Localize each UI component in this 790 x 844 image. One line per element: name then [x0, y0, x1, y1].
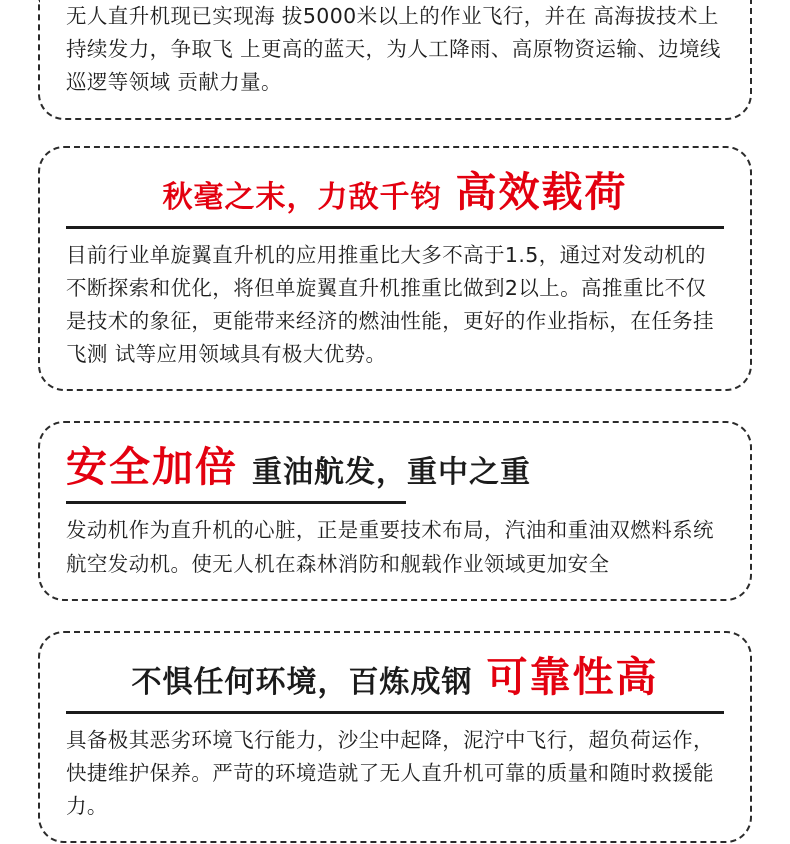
feature-body-safety: 发动机作为直升机的心脏，正是重要技术布局，汽油和重油双燃料系统航空发动机。使无人机在森林消防和舰载作业领域更加安全	[66, 518, 714, 576]
feature-card-safety	[38, 421, 752, 600]
feature-title-reliability: 可靠性高	[486, 652, 659, 701]
feature-card-reliability	[38, 631, 752, 844]
divider-safety	[66, 501, 406, 504]
feature-body-payload: 目前行业单旋翼直升机的应用推重比大多不高于1.5，通过对发动机的不断探索和优化，将但单旋翼直升机推重比做到2以上。高推重比不仅是技术的象征，更能带来经济的燃油性能，更好的作业指标，在任务挂飞测 试等应用领域具有极大优势。	[66, 242, 714, 367]
card-spacer	[38, 120, 752, 146]
card-spacer	[38, 601, 752, 631]
feature-title-safety: 安全加倍	[66, 443, 238, 492]
feature-heading-reliability	[66, 647, 724, 704]
feature-card-payload	[38, 146, 752, 392]
feature-body-reliability: 具备极其恶劣环境飞行能力，沙尘中起降，泥泞中飞行，超负荷运作，快捷维护保养。严苛的环境造就了无人直升机可靠的质量和随时救援能力。	[66, 727, 714, 819]
feature-heading-payload	[66, 162, 724, 219]
divider-reliability	[66, 711, 724, 714]
feature-card-high-altitude	[38, 0, 752, 120]
feature-body-high-altitude: 无人直升机现已实现海 拔5000米以上的作业飞行，并在 高海拔技术上持续发力，争取飞 上更高的蓝天，为人工降雨、高原物资运输、边境线巡逻等领域 贡献力量。	[66, 4, 721, 95]
card-spacer	[38, 391, 752, 421]
feature-subtitle-payload: 秋毫之末，力敌千钧	[162, 179, 442, 215]
feature-subtitle-safety: 重油航发，重中之重	[252, 455, 531, 491]
feature-title-payload: 高效载荷	[455, 167, 628, 216]
feature-heading-safety	[66, 437, 724, 494]
divider-payload	[66, 226, 724, 229]
feature-subtitle-reliability: 不惧任何环境，百炼成钢	[131, 664, 473, 700]
